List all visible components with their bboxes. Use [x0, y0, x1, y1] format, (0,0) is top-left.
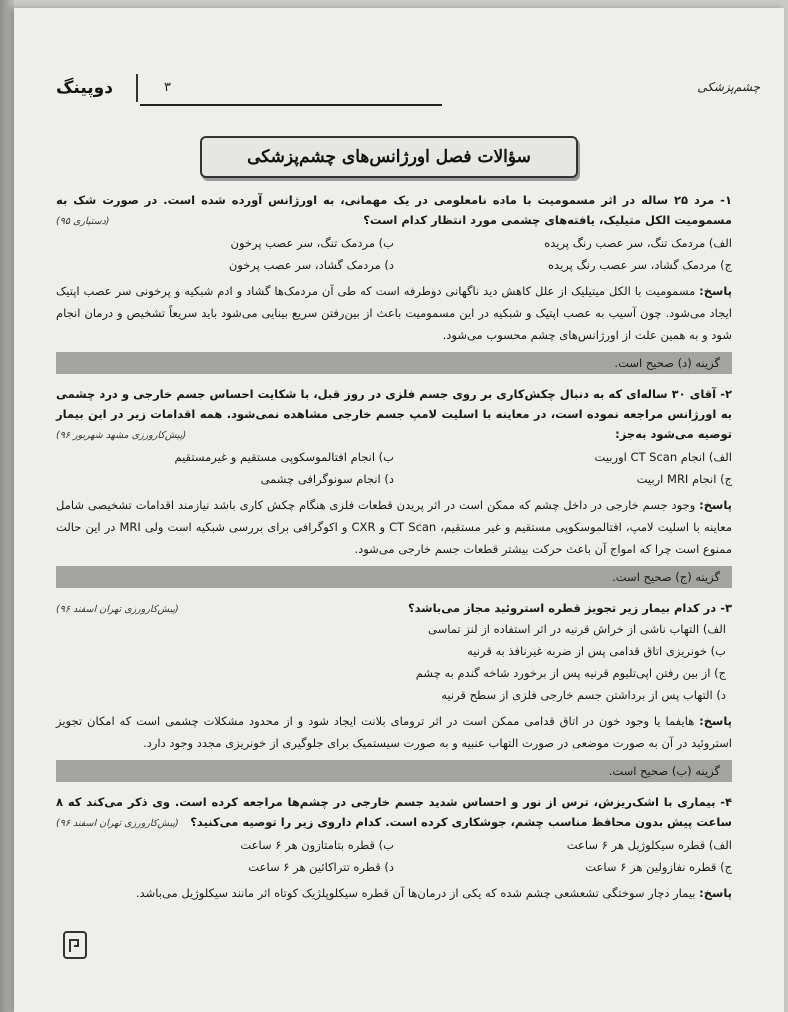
- option-d: د) انجام سونوگرافی چشمی: [260, 472, 394, 486]
- answer-text: وجود جسم خارجی در داخل چشم که ممکن است در اثر پریدن قطعات فلزی هنگام چکش کاری باشد نیازمند اقدامات تشخیصی شامل معاینه با اسلیت لامپ، افتالموسکوپی مستقیم و غیر مستقیم، CT Scan و CXR و اکوگرافی برای بررسی شبکیه است ولی MRI در این حالت ممنوع است چرا که امواج آن باعث حرکت بیشتر قطعات جسم خارجی می‌شود.: [56, 498, 732, 556]
- option-b: ب) قطره بتامتازون هر ۶ ساعت: [240, 838, 394, 852]
- question-4: [56, 792, 732, 904]
- question-text: ۱- مرد ۲۵ ساله در اثر مسمومیت با ماده نامعلومی در یک مهمانی، به اورژانس آورده شده است. در صورت شک به مسمومیت الکل متیلیک، یافته‌های چشمی مورد انتظار کدام است؟ (دستیاری ۹۵): [56, 190, 732, 230]
- option-c: ج) از بین رفتن اپی‌تلیوم قرنیه پس از برخورد شاخه گندم به چشم: [415, 666, 726, 680]
- question-2: [56, 384, 732, 588]
- book-logo-icon: [62, 930, 88, 960]
- correct-answer-bar: گزینه (د) صحیح است.: [56, 352, 732, 374]
- question-3: [56, 598, 732, 782]
- correct-answer-bar: گزینه (ج) صحیح است.: [56, 566, 732, 588]
- answer-label: پاسخ:: [699, 886, 732, 900]
- options: [56, 232, 732, 276]
- publisher-logo: دوپینگ: [56, 78, 113, 98]
- option-a: الف) التهاب ناشی از خراش قرنیه در اثر استفاده از لنز تماسی: [428, 622, 726, 636]
- question-source: (دستیاری ۹۵): [56, 216, 110, 227]
- questions-content: [56, 190, 732, 910]
- page-header: [40, 78, 760, 108]
- answer-text: هایفما یا وجود خون در اتاق قدامی ممکن است در اثر ترومای بلانت ایجاد شود و از محدود مشکلات چشمی است که امکان تجویز استروئید در آن به صورت موضعی در صورت التهاب عنبیه و به صورت سیستمیک برای جلوگیری از خونریزی مجدد وجود دارد.: [56, 714, 732, 750]
- option-c: ج) انجام MRI اربیت: [636, 472, 732, 486]
- answer: [56, 280, 732, 346]
- question-text: ۳- در کدام بیمار زیر تجویز قطره استروئید مجاز می‌باشد؟ (پیش‌کارورزی تهران اسفند ۹۶): [56, 598, 732, 618]
- question-text: ۲- آقای ۳۰ ساله‌ای که به دنبال چکش‌کاری بر روی جسم فلزی در روز قبل، با شکایت احساس جسم خارجی و درد چشمی به اورژانس مراجعه نموده است، در معاینه با اسلیت لامپ جسم خارجی مشاهده نمی‌شود. همه اقدامات زیر در این بیمار توصیه می‌شود به‌جز: (پیش‌کارورزی مشهد شهریور ۹۶): [56, 384, 732, 444]
- answer-label: پاسخ:: [699, 498, 732, 512]
- page-number: ۳: [164, 80, 171, 95]
- answer-text: مسمومیت با الکل میتیلیک از علل کاهش دید ناگهانی دوطرفه است که طی آن مردمک‌ها گشاد و ادم شبکیه و پرخونی سر عصب اپتیک ایجاد می‌شود. چون آسیب به عصب اپتیک و شبکیه در این مسمومیت باعث از بین‌رفتن سریع بینایی می‌شود باید سریعاً تشخیص و درمان انجام شود و به همین علت از اورژانس‌های چشم محسوب می‌شود.: [56, 284, 732, 342]
- question-source: (پیش‌کارورزی تهران اسفند ۹۶): [56, 604, 179, 615]
- options: [56, 446, 732, 490]
- book-title: چشم‌پزشکی: [697, 80, 760, 94]
- option-a: الف) مردمک تنگ، سر عصب رنگ پریده: [544, 236, 732, 250]
- option-b: ب) خونریزی اتاق قدامی پس از ضربه غیرنافذ به قرنیه: [467, 644, 726, 658]
- header-separator: [136, 74, 138, 102]
- answer-label: پاسخ:: [699, 284, 733, 298]
- question-source: (پیش‌کارورزی تهران اسفند ۹۶): [56, 818, 179, 829]
- book-spine-shadow: [0, 0, 14, 1012]
- answer-text: بیمار دچار سوختگی تشعشعی چشم شده که یکی از درمان‌ها آن قطره سیکلوپلژیک کوتاه اثر مانند سیکلوژیل می‌باشد.: [135, 886, 696, 900]
- option-a: الف) قطره سیکلوژیل هر ۶ ساعت: [566, 838, 732, 852]
- answer: [56, 882, 732, 904]
- question-1: [56, 190, 732, 374]
- answer: [56, 494, 732, 560]
- header-rule: [140, 104, 442, 106]
- question-text: ۴- بیماری با اشک‌ریزش، ترس از نور و احساس شدید جسم خارجی در چشم‌ها مراجعه کرده است. وی ذکر می‌کند که ۸ ساعت پیش بدون محافظ مناسب چشم، جوشکاری کرده است. کدام داروی زیر را توصیه می‌کنید؟ (پیش‌کارورزی تهران اسفند ۹۶): [56, 792, 732, 832]
- answer: [56, 710, 732, 754]
- option-b: ب) انجام افتالموسکوپی مستقیم و غیرمستقیم: [174, 450, 394, 464]
- option-d: د) مردمک گشاد، سر عصب پرخون: [228, 258, 394, 272]
- correct-answer-bar: گزینه (ب) صحیح است.: [56, 760, 732, 782]
- chapter-title: سؤالات فصل اورژانس‌های چشم‌پزشکی: [247, 147, 531, 167]
- option-c: ج) قطره نفازولین هر ۶ ساعت: [585, 860, 732, 874]
- option-d: د) التهاب پس از برداشتن جسم خارجی فلزی از سطح قرنیه: [441, 688, 726, 702]
- question-source: (پیش‌کارورزی مشهد شهریور ۹۶): [56, 430, 187, 441]
- chapter-title-box: [200, 136, 578, 178]
- option-c: ج) مردمک گشاد، سر عصب رنگ پریده: [548, 258, 732, 272]
- answer-label: پاسخ:: [699, 714, 733, 728]
- option-a: الف) انجام CT Scan اوربیت: [594, 450, 732, 464]
- option-b: ب) مردمک تنگ، سر عصب پرخون: [230, 236, 394, 250]
- options: [56, 834, 732, 878]
- option-d: د) قطره تتراکائین هر ۶ ساعت: [248, 860, 394, 874]
